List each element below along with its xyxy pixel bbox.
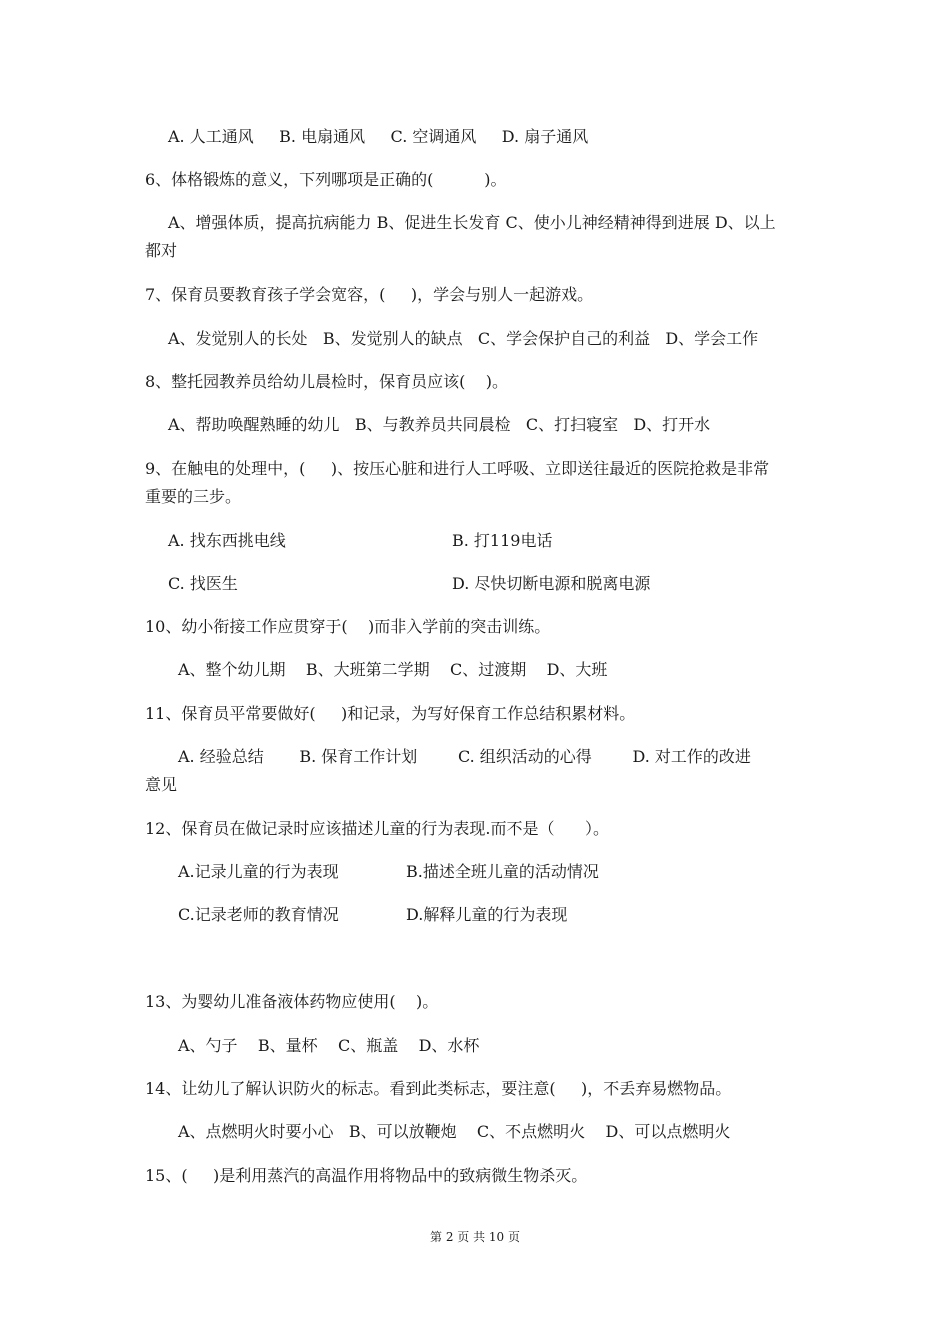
q12-option-a: A.记录儿童的行为表现: [178, 862, 339, 881]
q9-stem-continued: 重要的三步。: [145, 487, 242, 506]
q6-stem: 6、体格锻炼的意义，下列哪项是正确的( )。: [145, 170, 507, 189]
q6-options: A、增强体质，提高抗病能力 B、促进生长发育 C、使小儿神经精神得到进展 D、以上: [168, 213, 776, 232]
q14-options: A、点燃明火时要小心 B、可以放鞭炮 C、不点燃明火 D、可以点燃明火: [178, 1122, 731, 1141]
q12-option-c: C.记录老师的教育情况: [178, 905, 339, 924]
q9-option-d: D. 尽快切断电源和脱离电源: [452, 574, 651, 593]
q15-stem: 15、( )是利用蒸汽的高温作用将物品中的致病微生物杀灭。: [145, 1166, 588, 1185]
q10-stem: 10、幼小衔接工作应贯穿于( )而非入学前的突击训练。: [145, 617, 551, 636]
q12-stem: 12、保育员在做记录时应该描述儿童的行为表现.而不是（ ）。: [145, 819, 609, 838]
q10-options: A、整个幼儿期 B、大班第二学期 C、过渡期 D、大班: [178, 660, 608, 679]
q9-option-a: A. 找东西挑电线: [168, 531, 286, 550]
q12-option-d: D.解释儿童的行为表现: [406, 905, 568, 924]
page-footer: 第 2 页 共 10 页: [430, 1230, 520, 1244]
q7-options: A、发觉别人的长处 B、发觉别人的缺点 C、学会保护自己的利益 D、学会工作: [168, 329, 759, 348]
q9-option-c: C. 找医生: [168, 574, 238, 593]
q13-stem: 13、为婴幼儿准备液体药物应使用( )。: [145, 992, 439, 1011]
q11-options: A. 经验总结 B. 保育工作计划 C. 组织活动的心得 D. 对工作的改进: [178, 747, 751, 766]
q12-option-b: B.描述全班儿童的活动情况: [406, 862, 599, 881]
q8-stem: 8、整托园教养员给幼儿晨检时，保育员应该( )。: [145, 372, 509, 391]
q7-stem: 7、保育员要教育孩子学会宽容，( )，学会与别人一起游戏。: [145, 285, 594, 304]
q13-options: A、勺子 B、量杯 C、瓶盖 D、水杯: [178, 1036, 480, 1055]
q14-stem: 14、让幼儿了解认识防火的标志。看到此类标志，要注意( )，不丢弃易燃物品。: [145, 1079, 732, 1098]
q9-option-b: B. 打119电话: [452, 531, 553, 550]
q11-stem: 11、保育员平常要做好( )和记录，为写好保育工作总结积累材料。: [145, 704, 636, 723]
q9-stem: 9、在触电的处理中，( )、按压心脏和进行人工呼吸、立即送往最近的医院抢救是非常: [145, 459, 770, 478]
q8-options: A、帮助唤醒熟睡的幼儿 B、与教养员共同晨检 C、打扫寝室 D、打开水: [168, 415, 711, 434]
q6-options-continued: 都对: [145, 241, 178, 260]
q11-options-continued: 意见: [145, 775, 178, 794]
q5-options: A. 人工通风 B. 电扇通风 C. 空调通风 D. 扇子通风: [168, 127, 589, 146]
